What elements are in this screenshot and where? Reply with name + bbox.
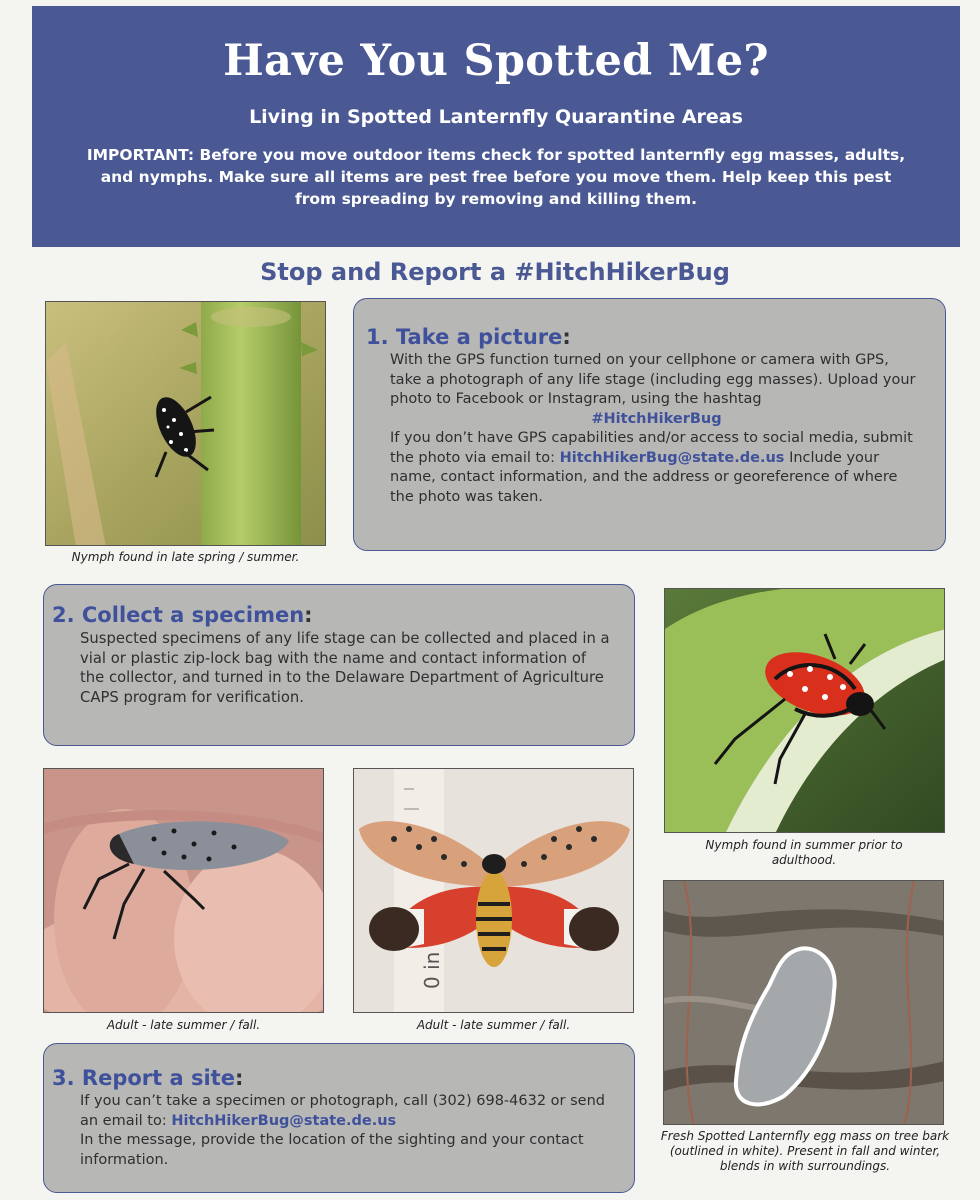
step1-title: 1. Take a picture: [366, 325, 563, 349]
page-title: Have You Spotted Me?: [223, 36, 769, 86]
email-link-1[interactable]: HitchHikerBug@state.de.us: [559, 449, 785, 466]
step-take-picture: 1. Take a picture: With the GPS function turned on your cellphone or camera with GPS, take a photograph of any life stage (including egg masses). Upload your photo to Facebook or Instagram, using the hashtag #HitchHikerBug If you don’t have GPS capabilities and/or access to social media, submit the photo via email to: HitchHikerBug@state.de.us Include your name, contact information, and the address or georeference of where the photo was taken.: [353, 298, 946, 551]
photo-adult-spread: [353, 768, 634, 1013]
email-link-2[interactable]: HitchHikerBug@state.de.us: [171, 1112, 397, 1129]
caption-adult-spread: Adult - late summer / fall.: [416, 1018, 571, 1032]
photo-nymph-summer: [664, 588, 945, 833]
step1-text-c: Include your name, contact information, and the address or georeference of where the photo was taken.: [390, 449, 898, 505]
header-banner: [32, 6, 960, 247]
step-report-site: 3. Report a site: If you can’t take a specimen or photograph, call (302) 698-4632 or send an email to: HitchHikerBug@state.de.us In the message, provide the location of the sighting and your contact information.: [43, 1043, 635, 1193]
step3-title: 3. Report a site: [52, 1066, 235, 1090]
step-collect-specimen: 2. Collect a specimen: Suspected specimens of any life stage can be collected and placed in a vial or plastic zip-lock bag with the name and contact information of the collector, and turned in to the Delaware Department of Agriculture CAPS program for verification.: [43, 584, 635, 746]
photo-adult-hand: [43, 768, 324, 1013]
caption-egg-mass: Fresh Spotted Lanternfly egg mass on tree bark (outlined in white). Present in fall and winter, blends in with surroundings.: [660, 1129, 950, 1173]
photo-nymph-spring: [45, 301, 326, 546]
photo-egg-mass: [663, 880, 944, 1125]
step1-text-b: If you don’t have GPS capabilities and/or access to social media, submit the photo via email to:: [390, 430, 913, 466]
step2-text: Suspected specimens of any life stage can be collected and placed in a vial or plastic zip-lock bag with the name and contact information of the collector, and turned in to the Delaware Department of Agriculture CAPS program for verification.: [80, 630, 610, 706]
step2-title: 2. Collect a specimen: [52, 603, 305, 627]
caption-nymph-summer: Nymph found in summer prior to adulthood.: [705, 838, 903, 867]
hashtag-link[interactable]: #HitchHikerBug: [591, 410, 722, 427]
important-notice: IMPORTANT: Before you move outdoor items check for spotted lanternfly egg masses, adults, and nymphs. Make sure all items are pest free before you move them. Help keep this pest from spreading by removing and killing them.: [86, 146, 906, 208]
step3-text-b: In the message, provide the location of the sighting and your contact information.: [80, 1132, 584, 1168]
step3-text-a: If you can’t take a specimen or photograph, call (302) 698-4632 or send an email to:: [80, 1093, 605, 1129]
ruler-label: 0 in: [420, 951, 444, 989]
step1-text-a: With the GPS function turned on your cellphone or camera with GPS, take a photograph of any life stage (including egg masses). Upload your photo to Facebook or Instagram, using the hashtag: [390, 352, 916, 407]
page-subtitle: Living in Spotted Lanternfly Quarantine Areas: [249, 106, 743, 128]
caption-adult-hand: Adult - late summer / fall.: [106, 1018, 261, 1032]
section-title: Stop and Report a #HitchHikerBug: [260, 258, 730, 286]
caption-nymph-spring: Nymph found in late spring / summer.: [71, 550, 300, 564]
